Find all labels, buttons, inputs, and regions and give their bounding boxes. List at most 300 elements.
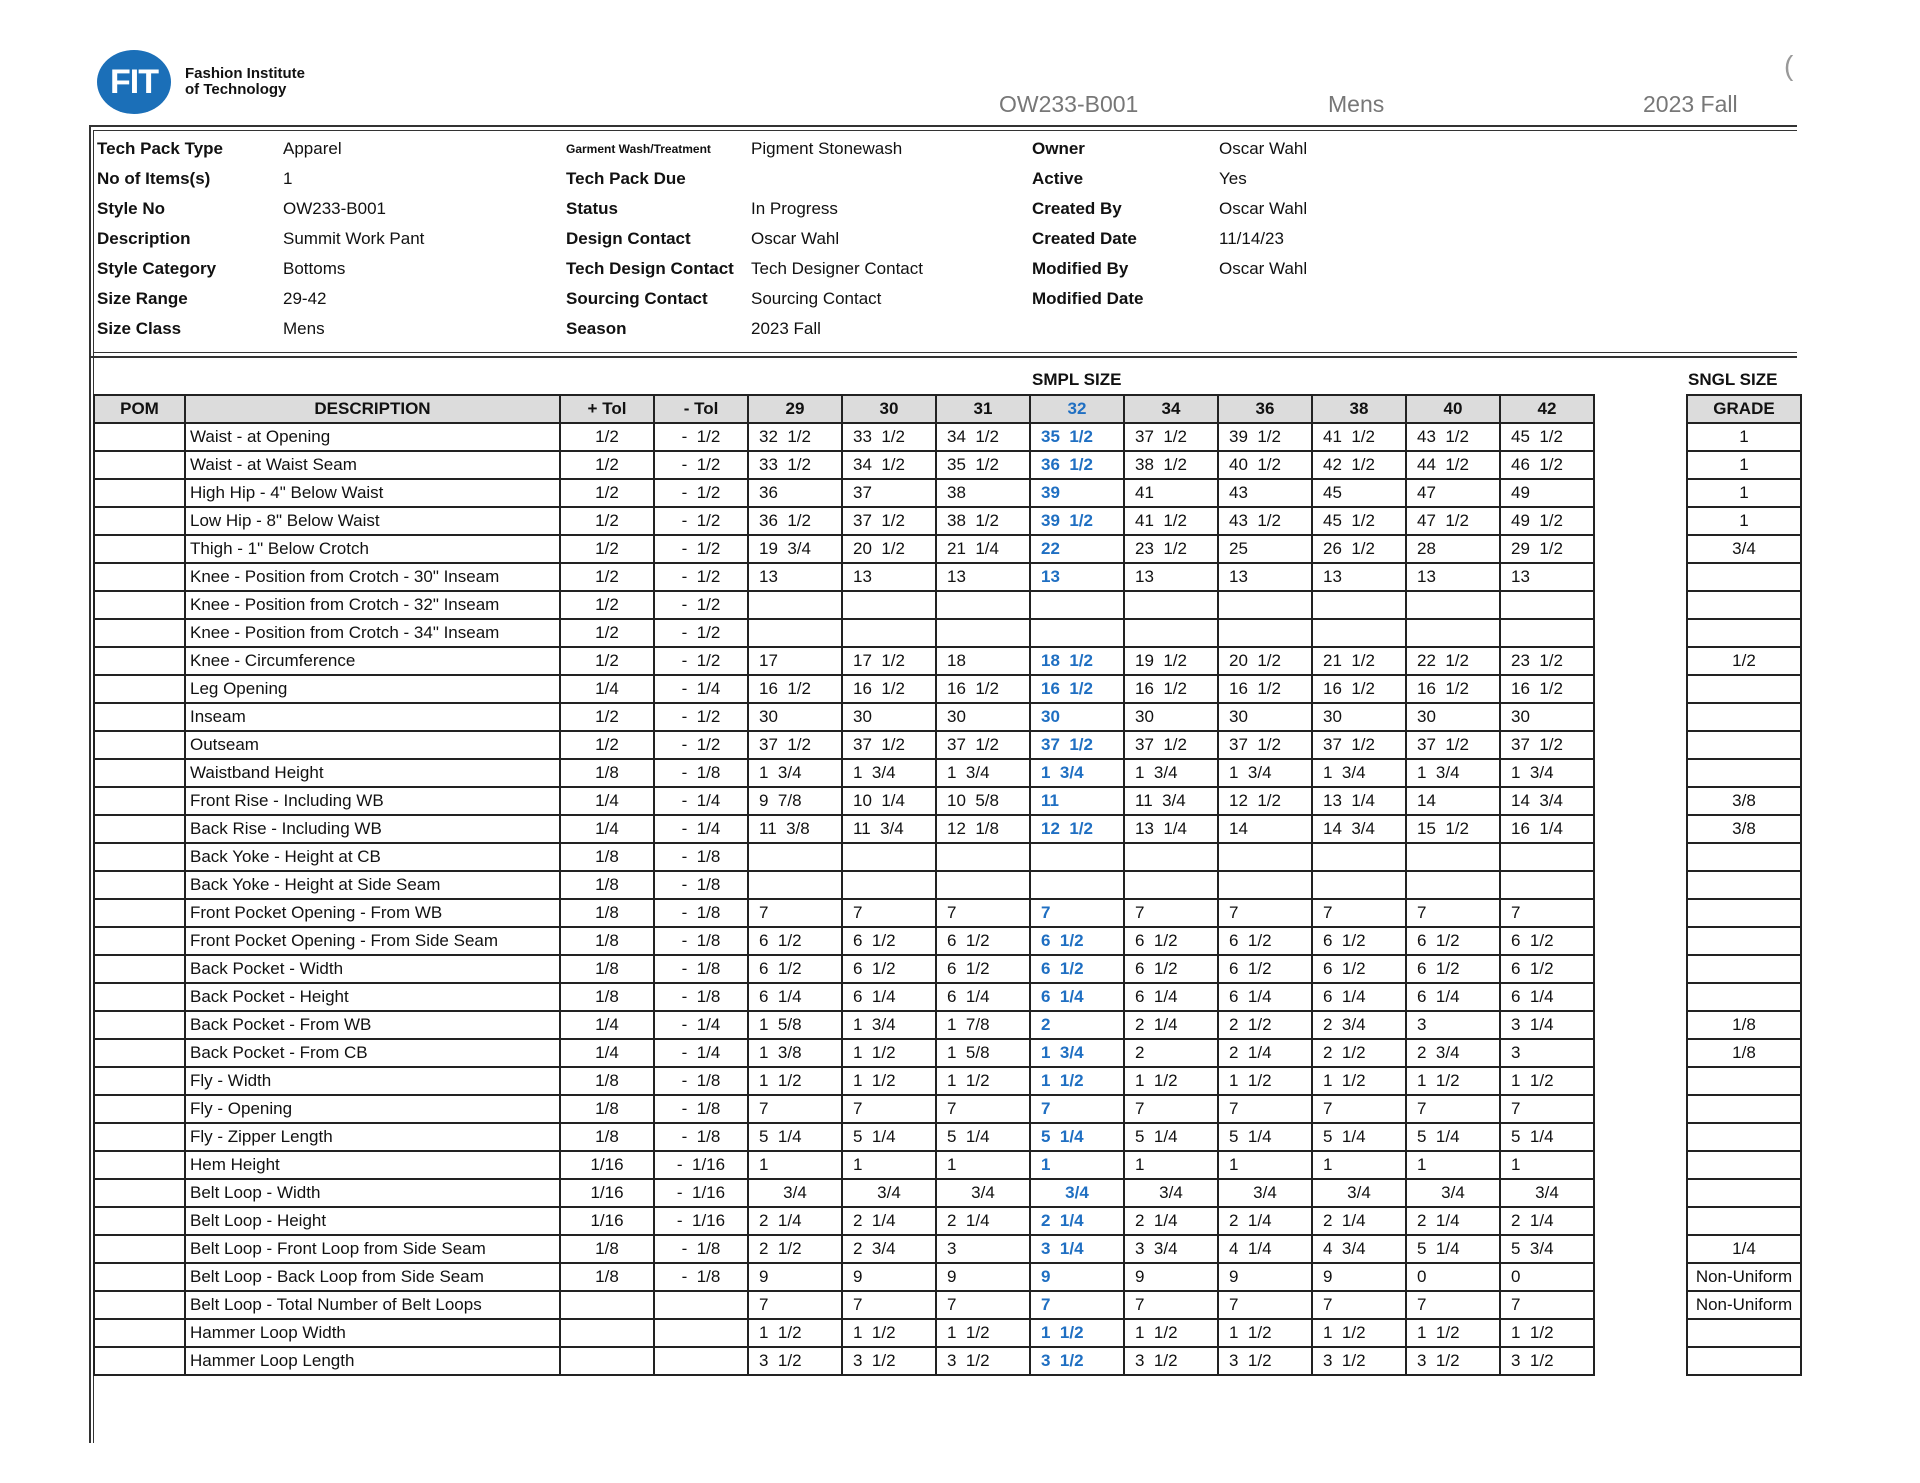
size-value-cell: 9 [748, 1263, 842, 1291]
size-value-cell: 26 1/2 [1312, 535, 1406, 563]
pom-cell [94, 619, 185, 647]
description-cell: Waistband Height [185, 759, 560, 787]
size-value-cell: 2 1/2 [1312, 1039, 1406, 1067]
size-value-cell: 37 1/2 [936, 731, 1030, 759]
size-value-cell: 32 1/2 [748, 423, 842, 451]
column-gap [1594, 479, 1687, 507]
size-value-cell: 1 5/8 [936, 1039, 1030, 1067]
size-value-cell: 1 1/2 [1500, 1067, 1594, 1095]
sample-size-cell: 16 1/2 [1030, 675, 1124, 703]
size-value-cell: 37 1/2 [1312, 731, 1406, 759]
info-col3-label: Modified Date [1032, 289, 1144, 308]
size-value-cell [1406, 591, 1500, 619]
pom-cell [94, 423, 185, 451]
size-value-cell: 2 1/4 [748, 1207, 842, 1235]
size-value-cell: 1 [748, 1151, 842, 1179]
info-top-rule-inner [94, 130, 1797, 131]
grade-cell: 1 [1687, 423, 1801, 451]
sample-size-cell: 6 1/4 [1030, 983, 1124, 1011]
plus-tol-header: + Tol [560, 395, 654, 423]
size-value-cell: 4 3/4 [1312, 1235, 1406, 1263]
pom-cell [94, 1039, 185, 1067]
table-row [94, 787, 1801, 815]
size-value-cell: 3 1/2 [1406, 1347, 1500, 1375]
size-value-cell: 3/4 [1406, 1179, 1500, 1207]
grade-cell: 1 [1687, 451, 1801, 479]
grade-cell [1687, 1207, 1801, 1235]
size-value-cell: 2 1/4 [936, 1207, 1030, 1235]
pom-cell [94, 1151, 185, 1179]
size-value-cell: 6 1/4 [1406, 983, 1500, 1011]
size-value-cell: 1 1/2 [936, 1067, 1030, 1095]
size-value-cell: 1 1/2 [1312, 1067, 1406, 1095]
pom-cell [94, 451, 185, 479]
size-value-cell: 1 3/8 [748, 1039, 842, 1067]
grade-cell [1687, 675, 1801, 703]
size-value-cell: 45 [1312, 479, 1406, 507]
pom-cell [94, 479, 185, 507]
minus-tol-cell: - 1/8 [654, 871, 748, 899]
size-value-cell: 1 1/2 [1124, 1319, 1218, 1347]
size-value-cell: 4 1/4 [1218, 1235, 1312, 1263]
size-value-cell: 9 [936, 1263, 1030, 1291]
info-col1-value: Mens [283, 319, 325, 338]
column-gap [1594, 983, 1687, 1011]
info-col2-value: Oscar Wahl [751, 229, 840, 248]
column-gap [1594, 1235, 1687, 1263]
size-value-cell: 5 1/4 [1406, 1235, 1500, 1263]
size-value-cell: 45 1/2 [1500, 423, 1594, 451]
description-cell: Knee - Position from Crotch - 32" Inseam [185, 591, 560, 619]
description-cell: Front Pocket Opening - From WB [185, 899, 560, 927]
table-row [94, 647, 1801, 675]
size-value-cell: 16 1/2 [842, 675, 936, 703]
grade-cell: 3/4 [1687, 535, 1801, 563]
plus-tol-cell [560, 1291, 654, 1319]
size-value-cell: 41 1/2 [1312, 423, 1406, 451]
column-gap [1594, 731, 1687, 759]
minus-tol-cell: - 1/2 [654, 647, 748, 675]
column-gap [1594, 871, 1687, 899]
size-value-cell [748, 591, 842, 619]
pom-cell [94, 927, 185, 955]
size-value-cell: 1 1/2 [1500, 1319, 1594, 1347]
info-col1-label: Style Category [97, 259, 217, 278]
size-value-cell: 1 1/2 [1124, 1067, 1218, 1095]
size-value-cell: 1 [1406, 1151, 1500, 1179]
size-value-cell [1500, 619, 1594, 647]
size-value-cell: 35 1/2 [936, 451, 1030, 479]
size-value-cell: 3 1/4 [1500, 1011, 1594, 1039]
info-col2-label: Design Contact [566, 229, 691, 248]
size-value-cell: 17 1/2 [842, 647, 936, 675]
minus-tol-cell: - 1/8 [654, 1263, 748, 1291]
description-cell: Hem Height [185, 1151, 560, 1179]
size-value-cell: 1 1/2 [1312, 1319, 1406, 1347]
description-cell: Knee - Position from Crotch - 30" Inseam [185, 563, 560, 591]
column-gap [1594, 955, 1687, 983]
size-value-cell [1312, 591, 1406, 619]
sample-size-cell: 1 3/4 [1030, 1039, 1124, 1067]
minus-tol-cell: - 1/2 [654, 563, 748, 591]
size-value-cell: 7 [1218, 1095, 1312, 1123]
size-value-cell: 6 1/2 [1218, 927, 1312, 955]
table-row [94, 843, 1801, 871]
size-value-cell: 6 1/4 [1500, 983, 1594, 1011]
size-value-cell: 16 1/2 [1124, 675, 1218, 703]
size-value-cell: 6 1/2 [1312, 927, 1406, 955]
size-value-cell: 1 3/4 [1500, 759, 1594, 787]
pom-header: POM [94, 395, 185, 423]
size-value-cell [1218, 619, 1312, 647]
size-value-cell: 6 1/2 [1218, 955, 1312, 983]
plus-tol-cell: 1/2 [560, 479, 654, 507]
grade-cell: 1 [1687, 507, 1801, 535]
size-header: 40 [1406, 395, 1500, 423]
description-cell: Thigh - 1" Below Crotch [185, 535, 560, 563]
size-header: 29 [748, 395, 842, 423]
size-value-cell: 34 1/2 [842, 451, 936, 479]
table-row [94, 563, 1801, 591]
info-col3-value: Oscar Wahl [1219, 199, 1308, 218]
description-cell: Knee - Position from Crotch - 34" Inseam [185, 619, 560, 647]
size-value-cell: 6 1/4 [748, 983, 842, 1011]
size-value-cell: 2 3/4 [1406, 1039, 1500, 1067]
sample-size-cell: 36 1/2 [1030, 451, 1124, 479]
grade-cell: 1/2 [1687, 647, 1801, 675]
minus-tol-cell: - 1/4 [654, 1011, 748, 1039]
size-value-cell [1218, 871, 1312, 899]
size-value-cell: 2 1/4 [1124, 1011, 1218, 1039]
size-value-cell: 7 [1218, 899, 1312, 927]
size-value-cell: 5 3/4 [1500, 1235, 1594, 1263]
minus-tol-header: - Tol [654, 395, 748, 423]
info-col2-value: 2023 Fall [751, 319, 821, 338]
size-value-cell: 7 [1500, 899, 1594, 927]
info-col1-value: Bottoms [283, 259, 346, 278]
info-col3-label: Active [1032, 169, 1084, 188]
grade-cell [1687, 899, 1801, 927]
size-value-cell [1124, 871, 1218, 899]
table-row [94, 731, 1801, 759]
minus-tol-cell: - 1/2 [654, 451, 748, 479]
logo-line-2: of Technology [185, 81, 287, 98]
plus-tol-cell: 1/8 [560, 871, 654, 899]
sample-size-cell: 6 1/2 [1030, 927, 1124, 955]
column-gap [1594, 1179, 1687, 1207]
table-row [94, 423, 1801, 451]
size-value-cell: 18 [936, 647, 1030, 675]
pom-cell [94, 703, 185, 731]
size-value-cell: 7 [1312, 1095, 1406, 1123]
info-bottom-rule [89, 356, 1797, 358]
size-value-cell: 37 1/2 [1218, 731, 1312, 759]
header-season: 2023 Fall [1643, 91, 1738, 117]
info-col2-value: Sourcing Contact [751, 289, 882, 308]
size-value-cell [936, 619, 1030, 647]
size-value-cell: 12 1/8 [936, 815, 1030, 843]
size-value-cell: 3 1/2 [1500, 1347, 1594, 1375]
sample-size-cell [1030, 843, 1124, 871]
size-value-cell: 1 [1218, 1151, 1312, 1179]
sample-size-cell: 1 3/4 [1030, 759, 1124, 787]
size-value-cell: 6 1/2 [1406, 927, 1500, 955]
sample-size-cell: 3/4 [1030, 1179, 1124, 1207]
size-value-cell: 13 1/4 [1312, 787, 1406, 815]
sample-size-cell: 3 1/4 [1030, 1235, 1124, 1263]
size-value-cell [1406, 619, 1500, 647]
size-value-cell: 0 [1500, 1263, 1594, 1291]
size-header: 34 [1124, 395, 1218, 423]
description-cell: Front Pocket Opening - From Side Seam [185, 927, 560, 955]
minus-tol-cell: - 1/2 [654, 507, 748, 535]
size-value-cell [1500, 591, 1594, 619]
size-value-cell: 16 1/2 [748, 675, 842, 703]
sample-size-cell: 2 1/4 [1030, 1207, 1124, 1235]
size-value-cell: 43 1/2 [1218, 507, 1312, 535]
size-value-cell: 6 1/2 [842, 955, 936, 983]
description-cell: Belt Loop - Height [185, 1207, 560, 1235]
size-value-cell: 37 1/2 [1406, 731, 1500, 759]
size-value-cell: 6 1/2 [842, 927, 936, 955]
sample-size-cell: 30 [1030, 703, 1124, 731]
size-value-cell: 16 1/2 [1406, 675, 1500, 703]
size-value-cell: 22 1/2 [1406, 647, 1500, 675]
size-header: 42 [1500, 395, 1594, 423]
minus-tol-cell [654, 1319, 748, 1347]
size-value-cell: 7 [1500, 1291, 1594, 1319]
minus-tol-cell [654, 1347, 748, 1375]
pom-cell [94, 1179, 185, 1207]
pom-cell [94, 1123, 185, 1151]
description-cell: Low Hip - 8" Below Waist [185, 507, 560, 535]
plus-tol-cell: 1/2 [560, 619, 654, 647]
size-value-cell: 1 5/8 [748, 1011, 842, 1039]
fit-logo: FIT [97, 50, 171, 114]
table-row [94, 899, 1801, 927]
size-value-cell: 40 1/2 [1218, 451, 1312, 479]
sample-size-cell: 9 [1030, 1263, 1124, 1291]
table-row [94, 507, 1801, 535]
size-value-cell [748, 619, 842, 647]
column-gap [1594, 815, 1687, 843]
size-value-cell: 3/4 [1124, 1179, 1218, 1207]
info-col3-label: Created By [1032, 199, 1122, 218]
info-col2-label: Season [566, 319, 627, 338]
size-value-cell: 49 [1500, 479, 1594, 507]
size-value-cell: 38 [936, 479, 1030, 507]
size-value-cell: 6 1/2 [1406, 955, 1500, 983]
size-value-cell: 17 [748, 647, 842, 675]
table-row [94, 1263, 1801, 1291]
plus-tol-cell: 1/8 [560, 1123, 654, 1151]
description-cell: Inseam [185, 703, 560, 731]
pom-cell [94, 1011, 185, 1039]
size-value-cell: 6 1/2 [1500, 955, 1594, 983]
size-value-cell: 1 1/2 [748, 1319, 842, 1347]
size-value-cell: 7 [842, 1095, 936, 1123]
column-gap [1594, 1207, 1687, 1235]
minus-tol-cell: - 1/2 [654, 535, 748, 563]
minus-tol-cell: - 1/8 [654, 1123, 748, 1151]
size-value-cell: 7 [1406, 899, 1500, 927]
sample-size-cell: 13 [1030, 563, 1124, 591]
size-value-cell: 1 1/2 [1218, 1319, 1312, 1347]
description-cell: Back Rise - Including WB [185, 815, 560, 843]
size-value-cell: 3 3/4 [1124, 1235, 1218, 1263]
table-row [94, 1235, 1801, 1263]
sample-size-cell: 1 1/2 [1030, 1319, 1124, 1347]
sample-size-cell [1030, 591, 1124, 619]
grade-cell [1687, 871, 1801, 899]
size-value-cell: 13 [1500, 563, 1594, 591]
table-row [94, 703, 1801, 731]
size-value-cell: 38 1/2 [936, 507, 1030, 535]
size-value-cell: 42 1/2 [1312, 451, 1406, 479]
size-value-cell [1124, 843, 1218, 871]
size-value-cell: 2 1/4 [1218, 1207, 1312, 1235]
size-value-cell: 2 1/4 [1124, 1207, 1218, 1235]
info-col3-value: 11/14/23 [1219, 229, 1284, 248]
grade-cell: 1/4 [1687, 1235, 1801, 1263]
description-cell: Belt Loop - Front Loop from Side Seam [185, 1235, 560, 1263]
size-value-cell: 5 1/4 [1124, 1123, 1218, 1151]
size-value-cell: 38 1/2 [1124, 451, 1218, 479]
size-header: 38 [1312, 395, 1406, 423]
description-cell: Hammer Loop Width [185, 1319, 560, 1347]
size-value-cell: 5 1/4 [748, 1123, 842, 1151]
plus-tol-cell: 1/8 [560, 759, 654, 787]
plus-tol-cell: 1/2 [560, 423, 654, 451]
info-col1-label: Size Class [97, 319, 182, 338]
grade-header: GRADE [1687, 395, 1801, 423]
size-value-cell: 1 3/4 [1312, 759, 1406, 787]
size-value-cell: 7 [748, 1095, 842, 1123]
plus-tol-cell: 1/8 [560, 899, 654, 927]
sample-size-cell: 39 1/2 [1030, 507, 1124, 535]
pom-cell [94, 1207, 185, 1235]
grade-cell: 1/8 [1687, 1011, 1801, 1039]
column-gap [1594, 591, 1687, 619]
grade-cell [1687, 563, 1801, 591]
size-value-cell: 7 [842, 1291, 936, 1319]
size-value-cell: 1 1/2 [1406, 1319, 1500, 1347]
column-gap [1594, 423, 1687, 451]
size-value-cell: 3 1/2 [842, 1347, 936, 1375]
description-cell: Knee - Circumference [185, 647, 560, 675]
size-value-cell: 37 1/2 [1124, 423, 1218, 451]
size-value-cell: 28 [1406, 535, 1500, 563]
size-value-cell: 6 1/4 [1312, 983, 1406, 1011]
plus-tol-cell: 1/2 [560, 451, 654, 479]
column-gap [1594, 1067, 1687, 1095]
size-value-cell: 37 1/2 [748, 731, 842, 759]
sample-size-cell: 2 [1030, 1011, 1124, 1039]
plus-tol-cell: 1/16 [560, 1151, 654, 1179]
pom-cell [94, 563, 185, 591]
table-row [94, 815, 1801, 843]
size-value-cell: 37 1/2 [1124, 731, 1218, 759]
grade-cell [1687, 619, 1801, 647]
size-value-cell: 13 [842, 563, 936, 591]
plus-tol-cell: 1/8 [560, 983, 654, 1011]
grade-cell: Non-Uniform [1687, 1291, 1801, 1319]
size-value-cell: 47 1/2 [1406, 507, 1500, 535]
size-value-cell: 13 [1312, 563, 1406, 591]
size-value-cell: 6 1/2 [936, 927, 1030, 955]
sample-size-cell: 11 [1030, 787, 1124, 815]
info-col2-value: Tech Designer Contact [751, 259, 923, 278]
description-cell: Back Pocket - Height [185, 983, 560, 1011]
minus-tol-cell: - 1/2 [654, 731, 748, 759]
size-value-cell: 6 1/2 [748, 927, 842, 955]
minus-tol-cell: - 1/8 [654, 759, 748, 787]
minus-tol-cell: - 1/8 [654, 983, 748, 1011]
size-value-cell [936, 591, 1030, 619]
sample-size-cell: 1 1/2 [1030, 1067, 1124, 1095]
size-value-cell: 3/4 [1218, 1179, 1312, 1207]
size-value-cell [1312, 843, 1406, 871]
table-row [94, 1319, 1801, 1347]
size-header: 36 [1218, 395, 1312, 423]
size-value-cell: 7 [1500, 1095, 1594, 1123]
size-value-cell: 39 1/2 [1218, 423, 1312, 451]
plus-tol-cell: 1/2 [560, 535, 654, 563]
size-value-cell: 7 [748, 1291, 842, 1319]
info-col3-label: Modified By [1032, 259, 1129, 278]
sngl-size-caption: SNGL SIZE [1688, 370, 1778, 389]
size-value-cell: 3/4 [1500, 1179, 1594, 1207]
size-value-cell: 11 3/8 [748, 815, 842, 843]
size-value-cell: 2 1/2 [1218, 1011, 1312, 1039]
plus-tol-cell: 1/16 [560, 1207, 654, 1235]
size-value-cell [748, 871, 842, 899]
size-value-cell: 7 [936, 1291, 1030, 1319]
description-cell: Back Pocket - From CB [185, 1039, 560, 1067]
table-row [94, 1011, 1801, 1039]
column-gap [1594, 563, 1687, 591]
size-value-cell [1406, 871, 1500, 899]
size-value-cell: 6 1/2 [936, 955, 1030, 983]
plus-tol-cell: 1/2 [560, 507, 654, 535]
grade-cell [1687, 1319, 1801, 1347]
plus-tol-cell: 1/2 [560, 563, 654, 591]
description-cell: Fly - Zipper Length [185, 1123, 560, 1151]
grade-cell [1687, 843, 1801, 871]
minus-tol-cell: - 1/2 [654, 423, 748, 451]
pom-cell [94, 647, 185, 675]
size-value-cell: 1 1/2 [842, 1067, 936, 1095]
size-value-cell [1124, 591, 1218, 619]
description-cell: Hammer Loop Length [185, 1347, 560, 1375]
size-value-cell: 41 1/2 [1124, 507, 1218, 535]
size-value-cell: 1 [1500, 1151, 1594, 1179]
grade-cell [1687, 1151, 1801, 1179]
size-value-cell: 5 1/4 [842, 1123, 936, 1151]
size-value-cell: 11 3/4 [842, 815, 936, 843]
table-row [94, 871, 1801, 899]
size-value-cell: 9 7/8 [748, 787, 842, 815]
plus-tol-cell: 1/8 [560, 1095, 654, 1123]
size-value-cell: 3 1/2 [1124, 1347, 1218, 1375]
size-value-cell: 7 [1124, 1095, 1218, 1123]
size-value-cell: 3/4 [842, 1179, 936, 1207]
size-value-cell: 5 1/4 [1406, 1123, 1500, 1151]
size-value-cell: 5 1/4 [1500, 1123, 1594, 1151]
description-cell: Waist - at Waist Seam [185, 451, 560, 479]
size-value-cell: 1 3/4 [842, 1011, 936, 1039]
size-value-cell: 6 1/4 [842, 983, 936, 1011]
